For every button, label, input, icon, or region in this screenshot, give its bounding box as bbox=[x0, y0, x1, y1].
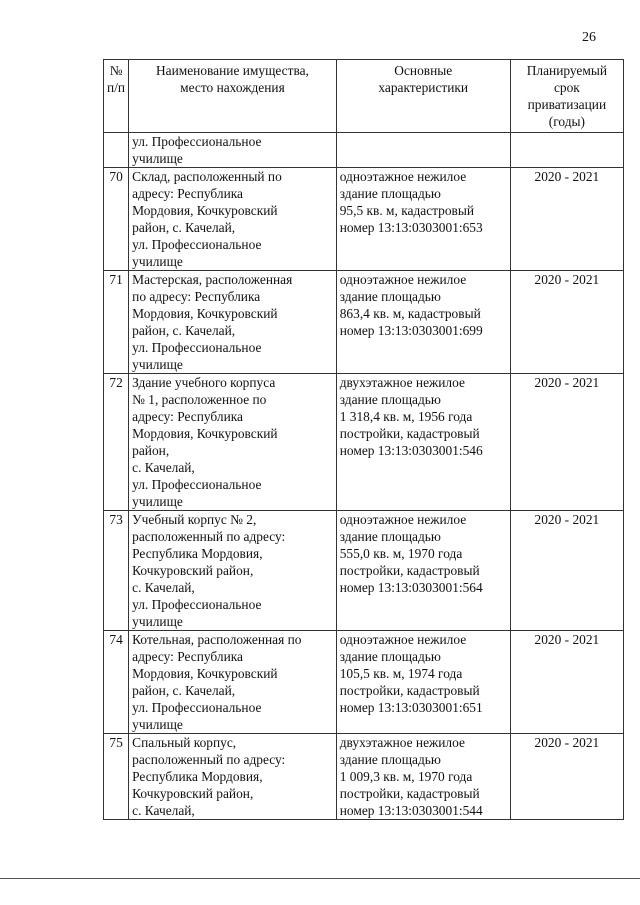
cell-name: Здание учебного корпуса № 1, расположенное по адресу: Республика Мордовия, Кочкуровский район, с. Качелай, ул. Профессиональное училище bbox=[129, 374, 337, 511]
cell-term: 2020 - 2021 bbox=[510, 168, 623, 271]
header-characteristics: Основные характеристики bbox=[336, 60, 510, 133]
cell-num: 70 bbox=[104, 168, 129, 271]
cell-name: ул. Профессиональное училище bbox=[129, 133, 337, 168]
table-row bbox=[104, 631, 624, 734]
table-header-row bbox=[104, 60, 624, 133]
table-row bbox=[104, 271, 624, 374]
cell-characteristics: двухэтажное нежилое здание площадью 1 318,4 кв. м, 1956 года постройки, кадастровый номер 13:13:0303001:546 bbox=[336, 374, 510, 511]
cell-characteristics bbox=[336, 133, 510, 168]
cell-term bbox=[510, 133, 623, 168]
cell-num: 74 bbox=[104, 631, 129, 734]
cell-name: Котельная, расположенная по адресу: Республика Мордовия, Кочкуровский район, с. Качелай, ул. Профессиональное училище bbox=[129, 631, 337, 734]
cell-num: 72 bbox=[104, 374, 129, 511]
header-name: Наименование имущества, место нахождения bbox=[129, 60, 337, 133]
table-row-continuation bbox=[104, 133, 624, 168]
cell-term: 2020 - 2021 bbox=[510, 511, 623, 631]
cell-num: 75 bbox=[104, 734, 129, 820]
table-row bbox=[104, 511, 624, 631]
cell-term: 2020 - 2021 bbox=[510, 271, 623, 374]
table-row bbox=[104, 734, 624, 820]
cell-num: 73 bbox=[104, 511, 129, 631]
table-row bbox=[104, 374, 624, 511]
page-number: 26 bbox=[582, 30, 596, 45]
cell-term: 2020 - 2021 bbox=[510, 734, 623, 820]
cell-name: Мастерская, расположенная по адресу: Республика Мордовия, Кочкуровский район, с. Качелай, ул. Профессиональное училище bbox=[129, 271, 337, 374]
privatization-table bbox=[103, 59, 624, 820]
cell-num bbox=[104, 133, 129, 168]
cell-characteristics: двухэтажное нежилое здание площадью 1 009,3 кв. м, 1970 года постройки, кадастровый номер 13:13:0303001:544 bbox=[336, 734, 510, 820]
header-term: Планируемый срок приватизации (годы) bbox=[510, 60, 623, 133]
header-num: № п/п bbox=[104, 60, 129, 133]
cell-name: Склад, расположенный по адресу: Республика Мордовия, Кочкуровский район, с. Качелай, ул. Профессиональное училище bbox=[129, 168, 337, 271]
cell-term: 2020 - 2021 bbox=[510, 374, 623, 511]
page-bottom-rule bbox=[0, 878, 640, 879]
cell-characteristics: одноэтажное нежилое здание площадью 555,0 кв. м, 1970 года постройки, кадастровый номер 13:13:0303001:564 bbox=[336, 511, 510, 631]
cell-name: Спальный корпус, расположенный по адресу: Республика Мордовия, Кочкуровский район, с. Качелай, bbox=[129, 734, 337, 820]
table-row bbox=[104, 168, 624, 271]
cell-name: Учебный корпус № 2, расположенный по адресу: Республика Мордовия, Кочкуровский район, с. Качелай, ул. Профессиональное училище bbox=[129, 511, 337, 631]
cell-num: 71 bbox=[104, 271, 129, 374]
cell-characteristics: одноэтажное нежилое здание площадью 863,4 кв. м, кадастровый номер 13:13:0303001:699 bbox=[336, 271, 510, 374]
cell-term: 2020 - 2021 bbox=[510, 631, 623, 734]
cell-characteristics: одноэтажное нежилое здание площадью 95,5 кв. м, кадастровый номер 13:13:0303001:653 bbox=[336, 168, 510, 271]
cell-characteristics: одноэтажное нежилое здание площадью 105,5 кв. м, 1974 года постройки, кадастровый номер 13:13:0303001:651 bbox=[336, 631, 510, 734]
